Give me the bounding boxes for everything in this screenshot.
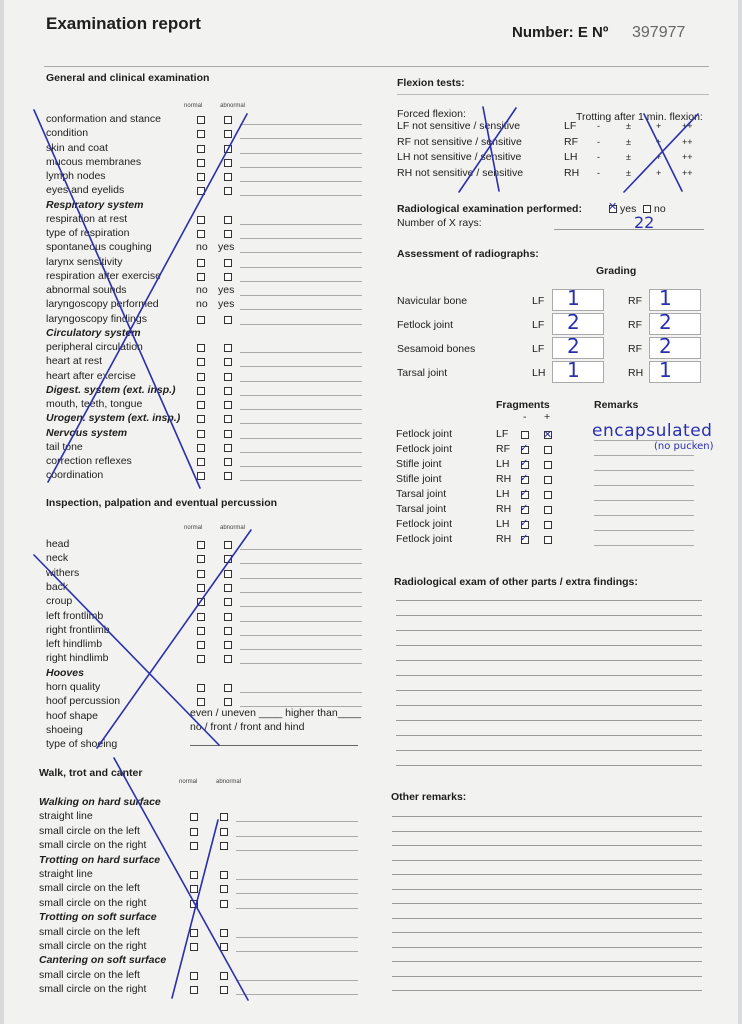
inspection-row-withers: withers bbox=[46, 566, 80, 579]
left-grade-value[interactable]: 2 bbox=[567, 334, 580, 358]
fragment-minus-mark: ✓ bbox=[520, 458, 529, 469]
grade-option[interactable]: - bbox=[597, 121, 600, 131]
inspection-row-hoof-percussion: hoof percussion bbox=[46, 695, 121, 708]
flexion-row-lf[interactable]: LF not sensitive / sensitive bbox=[397, 120, 521, 132]
fragment-minus-mark: ✓ bbox=[520, 473, 529, 484]
assessment-sesamoid-bones: Sesamoid bones bbox=[397, 343, 476, 355]
inspection-row-right-hindlimb: right hindlimb bbox=[46, 652, 109, 665]
fragment-leg: RH bbox=[496, 473, 512, 485]
fragment-leg: LH bbox=[496, 518, 510, 530]
assessment-left-leg: LF bbox=[532, 319, 545, 331]
hoof-shape-options: even / uneven ____ higher than____ bbox=[190, 707, 362, 719]
flexion-row-lh[interactable]: LH not sensitive / sensitive bbox=[397, 151, 522, 163]
flexion-leg-lf: LF bbox=[564, 120, 577, 132]
general-col-normal: normal bbox=[184, 103, 203, 109]
inspection-row-left-frontlimb: left frontlimb bbox=[46, 609, 104, 622]
general-row-abnormal-sounds: abnormal sounds bbox=[46, 284, 127, 296]
fragment-fetlock-joint: Fetlock joint bbox=[396, 518, 453, 530]
walk-row-trotting-on-soft-surface: Trotting on soft surface bbox=[39, 911, 157, 924]
general-col-abnormal: abnormal bbox=[220, 103, 246, 109]
fragment-stifle-joint: Stifle joint bbox=[396, 458, 442, 470]
flexion-cross-stroke-1 bbox=[483, 107, 499, 191]
general-row-mouth-teeth-tongue: mouth, teeth, tongue bbox=[46, 398, 143, 410]
fragment-leg: RH bbox=[496, 533, 512, 545]
inspection-row-shoeing: shoeing bbox=[46, 723, 83, 736]
fragment-leg: LF bbox=[496, 428, 509, 440]
inspection-row-horn-quality: horn quality bbox=[46, 681, 101, 693]
yes-option[interactable]: yes bbox=[218, 298, 235, 311]
general-row-condition: condition bbox=[46, 127, 89, 140]
trotting-cross-stroke-2 bbox=[624, 114, 698, 192]
walk-row-cantering-on-soft-surface: Cantering on soft surface bbox=[39, 954, 167, 967]
general-row-laryngoscopy-performed: laryngoscopy performed bbox=[46, 298, 159, 311]
flexion-cross-stroke-2 bbox=[459, 108, 516, 192]
fragment-minus-mark: ✓ bbox=[520, 518, 529, 529]
fragment-stifle-joint: Stifle joint bbox=[396, 473, 442, 485]
grading-label: Grading bbox=[596, 265, 637, 277]
assessment-right-leg: RF bbox=[628, 319, 642, 331]
trotting-after-label: Trotting after 1 min. flexion: bbox=[576, 111, 703, 123]
general-row-skin-and-coat: skin and coat bbox=[46, 141, 108, 154]
left-grade-value[interactable]: 1 bbox=[567, 358, 580, 382]
grade-option[interactable]: - bbox=[597, 152, 600, 162]
other-remarks-heading: Other remarks: bbox=[391, 791, 467, 803]
assessment-right-leg: RF bbox=[628, 343, 642, 355]
fragment-leg: RH bbox=[496, 503, 512, 515]
fragment-tarsal-joint: Tarsal joint bbox=[396, 503, 447, 515]
yes-option[interactable]: yes bbox=[218, 284, 235, 296]
general-heading: General and clinical examination bbox=[46, 72, 210, 84]
grade-option[interactable]: + bbox=[656, 167, 662, 178]
assessment-left-leg: LF bbox=[532, 295, 545, 307]
walk-row-straight-line: straight line bbox=[39, 868, 93, 880]
general-row-tail-tone: tail tone bbox=[46, 440, 83, 453]
assessment-right-leg: RH bbox=[628, 367, 644, 379]
examination-report-page bbox=[4, 0, 738, 1024]
grade-option[interactable]: ± bbox=[626, 121, 631, 131]
fragment-leg: LH bbox=[496, 488, 510, 500]
flexion-heading: Flexion tests: bbox=[397, 77, 465, 89]
inspection-row-hooves: Hooves bbox=[46, 666, 84, 679]
general-row-lymph-nodes: lymph nodes bbox=[46, 170, 106, 182]
assessment-navicular-bone: Navicular bone bbox=[397, 295, 468, 307]
remarks-label: Remarks bbox=[594, 399, 639, 411]
walk-row-straight-line: straight line bbox=[39, 810, 93, 823]
walk-cross-stroke-2 bbox=[172, 820, 218, 998]
remark-no-pucken[interactable]: (no pucken) bbox=[654, 441, 714, 452]
inspection-row-right-frontlimb: right frontlimb bbox=[46, 623, 110, 636]
other-parts-heading: Radiological exam of other parts / extra findings: bbox=[394, 576, 638, 588]
fragments-minus: - bbox=[523, 411, 527, 423]
right-grade-value[interactable]: 1 bbox=[659, 286, 672, 310]
radiology-no-label: no bbox=[654, 203, 666, 215]
page-title: Examination report bbox=[46, 14, 201, 33]
left-grade-value[interactable]: 1 bbox=[567, 286, 580, 310]
general-row-larynx-sensitivity: larynx sensitivity bbox=[46, 255, 123, 268]
forced-flexion-label: Forced flexion: bbox=[397, 108, 466, 120]
general-row-urogen-system-ext-insp: Urogen. system (ext. insp.) bbox=[46, 412, 181, 425]
report-number-label: Number: E Nº bbox=[512, 24, 609, 41]
yes-mark: ✕ bbox=[608, 200, 618, 213]
no-option[interactable]: no bbox=[196, 241, 208, 254]
report-number-value: 397977 bbox=[632, 24, 686, 41]
assessment-tarsal-joint: Tarsal joint bbox=[397, 367, 448, 379]
general-row-respiratory-system: Respiratory system bbox=[46, 198, 144, 211]
grade-option[interactable]: ± bbox=[626, 167, 631, 178]
assessment-right-leg: RF bbox=[628, 295, 642, 307]
inspection-cross-stroke-2 bbox=[97, 530, 251, 748]
fragment-fetlock-joint: Fetlock joint bbox=[396, 533, 453, 545]
general-row-digest-system-ext-insp: Digest. system (ext. insp.) bbox=[46, 383, 176, 396]
grade-option[interactable]: ++ bbox=[682, 152, 693, 162]
flexion-row-rf[interactable]: RF not sensitive / sensitive bbox=[397, 135, 522, 148]
inspection-row-neck: neck bbox=[46, 552, 69, 565]
xrays-value[interactable]: 22 bbox=[634, 213, 655, 232]
general-row-peripheral-circulation: peripheral circulation bbox=[46, 341, 143, 353]
shoeing-options: no / front / front and hind bbox=[190, 721, 305, 733]
general-row-circulatory-system: Circulatory system bbox=[46, 326, 141, 339]
fragment-fetlock-joint: Fetlock joint bbox=[396, 443, 453, 455]
assessment-left-leg: LH bbox=[532, 367, 546, 379]
general-row-laryngoscopy-findings: laryngoscopy findings bbox=[46, 312, 147, 325]
general-row-heart-at-rest: heart at rest bbox=[46, 355, 103, 368]
general-row-coordination: coordination bbox=[46, 469, 104, 482]
walk-row-walking-on-hard-surface: Walking on hard surface bbox=[39, 796, 161, 808]
flexion-leg-rh: RH bbox=[564, 166, 580, 179]
fragment-minus-mark: ✓ bbox=[520, 443, 529, 454]
general-row-eyes-and-eyelids: eyes and eyelids bbox=[46, 184, 125, 197]
grade-option[interactable]: - bbox=[597, 167, 600, 178]
walk-row-small-circle-on-the-right: small circle on the right bbox=[39, 839, 147, 852]
no-option[interactable]: no bbox=[196, 298, 208, 311]
grade-option[interactable]: ++ bbox=[682, 167, 693, 178]
fragment-plus-mark: ✕ bbox=[543, 428, 553, 441]
inspection-cross-stroke-1 bbox=[34, 555, 219, 745]
fragment-fetlock-joint: Fetlock joint bbox=[396, 428, 453, 440]
general-row-mucous-membranes: mucous membranes bbox=[46, 155, 142, 168]
general-row-respiration-at-rest: respiration at rest bbox=[46, 212, 128, 225]
walk-row-small-circle-on-the-left: small circle on the left bbox=[39, 925, 140, 938]
inspection-row-head: head bbox=[46, 538, 70, 550]
walk-row-small-circle-on-the-left: small circle on the left bbox=[39, 968, 140, 981]
remark-encapsulated[interactable]: encapsulated bbox=[592, 421, 713, 441]
assessment-fetlock-joint: Fetlock joint bbox=[397, 319, 454, 331]
right-grade-value[interactable]: 1 bbox=[659, 358, 672, 382]
grade-option[interactable]: ++ bbox=[682, 136, 693, 147]
assessment-left-leg: LF bbox=[532, 343, 545, 355]
inspection-row-type-of-shoeing: type of shoeing bbox=[46, 738, 118, 751]
grade-option[interactable]: + bbox=[656, 121, 662, 131]
radiology-performed-label: Radiological examination performed: bbox=[397, 203, 582, 215]
general-cross-stroke-2 bbox=[48, 114, 247, 482]
left-grade-value[interactable]: 2 bbox=[567, 310, 580, 334]
walk-row-small-circle-on-the-left: small circle on the left bbox=[39, 824, 140, 837]
flexion-row-rh[interactable]: RH not sensitive / sensitive bbox=[397, 166, 524, 179]
fragment-tarsal-joint: Tarsal joint bbox=[396, 488, 447, 500]
right-grade-value[interactable]: 2 bbox=[659, 310, 672, 334]
walk-col-abnormal: abnormal bbox=[216, 779, 242, 785]
trotting-cross-stroke-1 bbox=[644, 114, 682, 191]
general-row-type-of-respiration: type of respiration bbox=[46, 227, 130, 239]
general-row-correction-reflexes: correction reflexes bbox=[46, 455, 132, 467]
inspection-row-left-hindlimb: left hindlimb bbox=[46, 638, 103, 651]
walk-row-small-circle-on-the-right: small circle on the right bbox=[39, 896, 147, 909]
flexion-leg-lh: LH bbox=[564, 151, 578, 163]
inspection-row-hoof-shape: hoof shape bbox=[46, 709, 98, 722]
walk-heading: Walk, trot and canter bbox=[39, 767, 143, 779]
fragment-minus-mark: ✓ bbox=[520, 503, 529, 514]
yes-option[interactable]: yes bbox=[218, 241, 235, 254]
radiology-yes-label: yes bbox=[620, 203, 637, 215]
grade-option[interactable]: ± bbox=[626, 136, 631, 147]
general-row-nervous-system: Nervous system bbox=[46, 426, 128, 439]
inspection-row-croup: croup bbox=[46, 595, 73, 608]
assessment-heading: Assessment of radiographs: bbox=[397, 248, 539, 260]
walk-row-small-circle-on-the-left: small circle on the left bbox=[39, 882, 140, 895]
fragment-minus-mark: ✓ bbox=[520, 533, 529, 544]
fragments-label: Fragments bbox=[496, 399, 550, 411]
no-option[interactable]: no bbox=[196, 284, 208, 296]
inspection-heading: Inspection, palpation and eventual percussion bbox=[46, 497, 278, 509]
fragment-leg: LH bbox=[496, 458, 510, 470]
inspection-col-abnormal: abnormal bbox=[220, 525, 246, 531]
grade-option[interactable]: ± bbox=[626, 152, 631, 162]
handwritten-strikeout-marks bbox=[4, 0, 738, 1024]
grade-option[interactable]: + bbox=[656, 152, 662, 162]
general-cross-stroke-1 bbox=[34, 110, 200, 488]
fragment-minus-mark: ✓ bbox=[520, 488, 529, 499]
walk-row-small-circle-on-the-right: small circle on the right bbox=[39, 983, 147, 996]
walk-row-small-circle-on-the-right: small circle on the right bbox=[39, 940, 147, 952]
general-row-conformation-and-stance: conformation and stance bbox=[46, 113, 161, 125]
walk-row-trotting-on-hard-surface: Trotting on hard surface bbox=[39, 853, 161, 866]
grade-option[interactable]: ++ bbox=[682, 121, 693, 131]
grade-option[interactable]: - bbox=[597, 136, 600, 147]
grade-option[interactable]: + bbox=[656, 136, 662, 147]
fragments-plus: + bbox=[544, 411, 551, 423]
xrays-label: Number of X rays: bbox=[397, 217, 482, 229]
flexion-leg-rf: RF bbox=[564, 135, 578, 148]
walk-col-normal: normal bbox=[179, 779, 198, 785]
fragment-leg: RF bbox=[496, 443, 510, 455]
general-row-spontaneous-coughing: spontaneous coughing bbox=[46, 241, 152, 254]
inspection-col-normal: normal bbox=[184, 525, 203, 531]
general-row-respiration-after-exercise: respiration after exercise bbox=[46, 269, 161, 282]
right-grade-value[interactable]: 2 bbox=[659, 334, 672, 358]
general-row-heart-after-exercise: heart after exercise bbox=[46, 369, 136, 382]
inspection-row-back: back bbox=[46, 580, 69, 593]
